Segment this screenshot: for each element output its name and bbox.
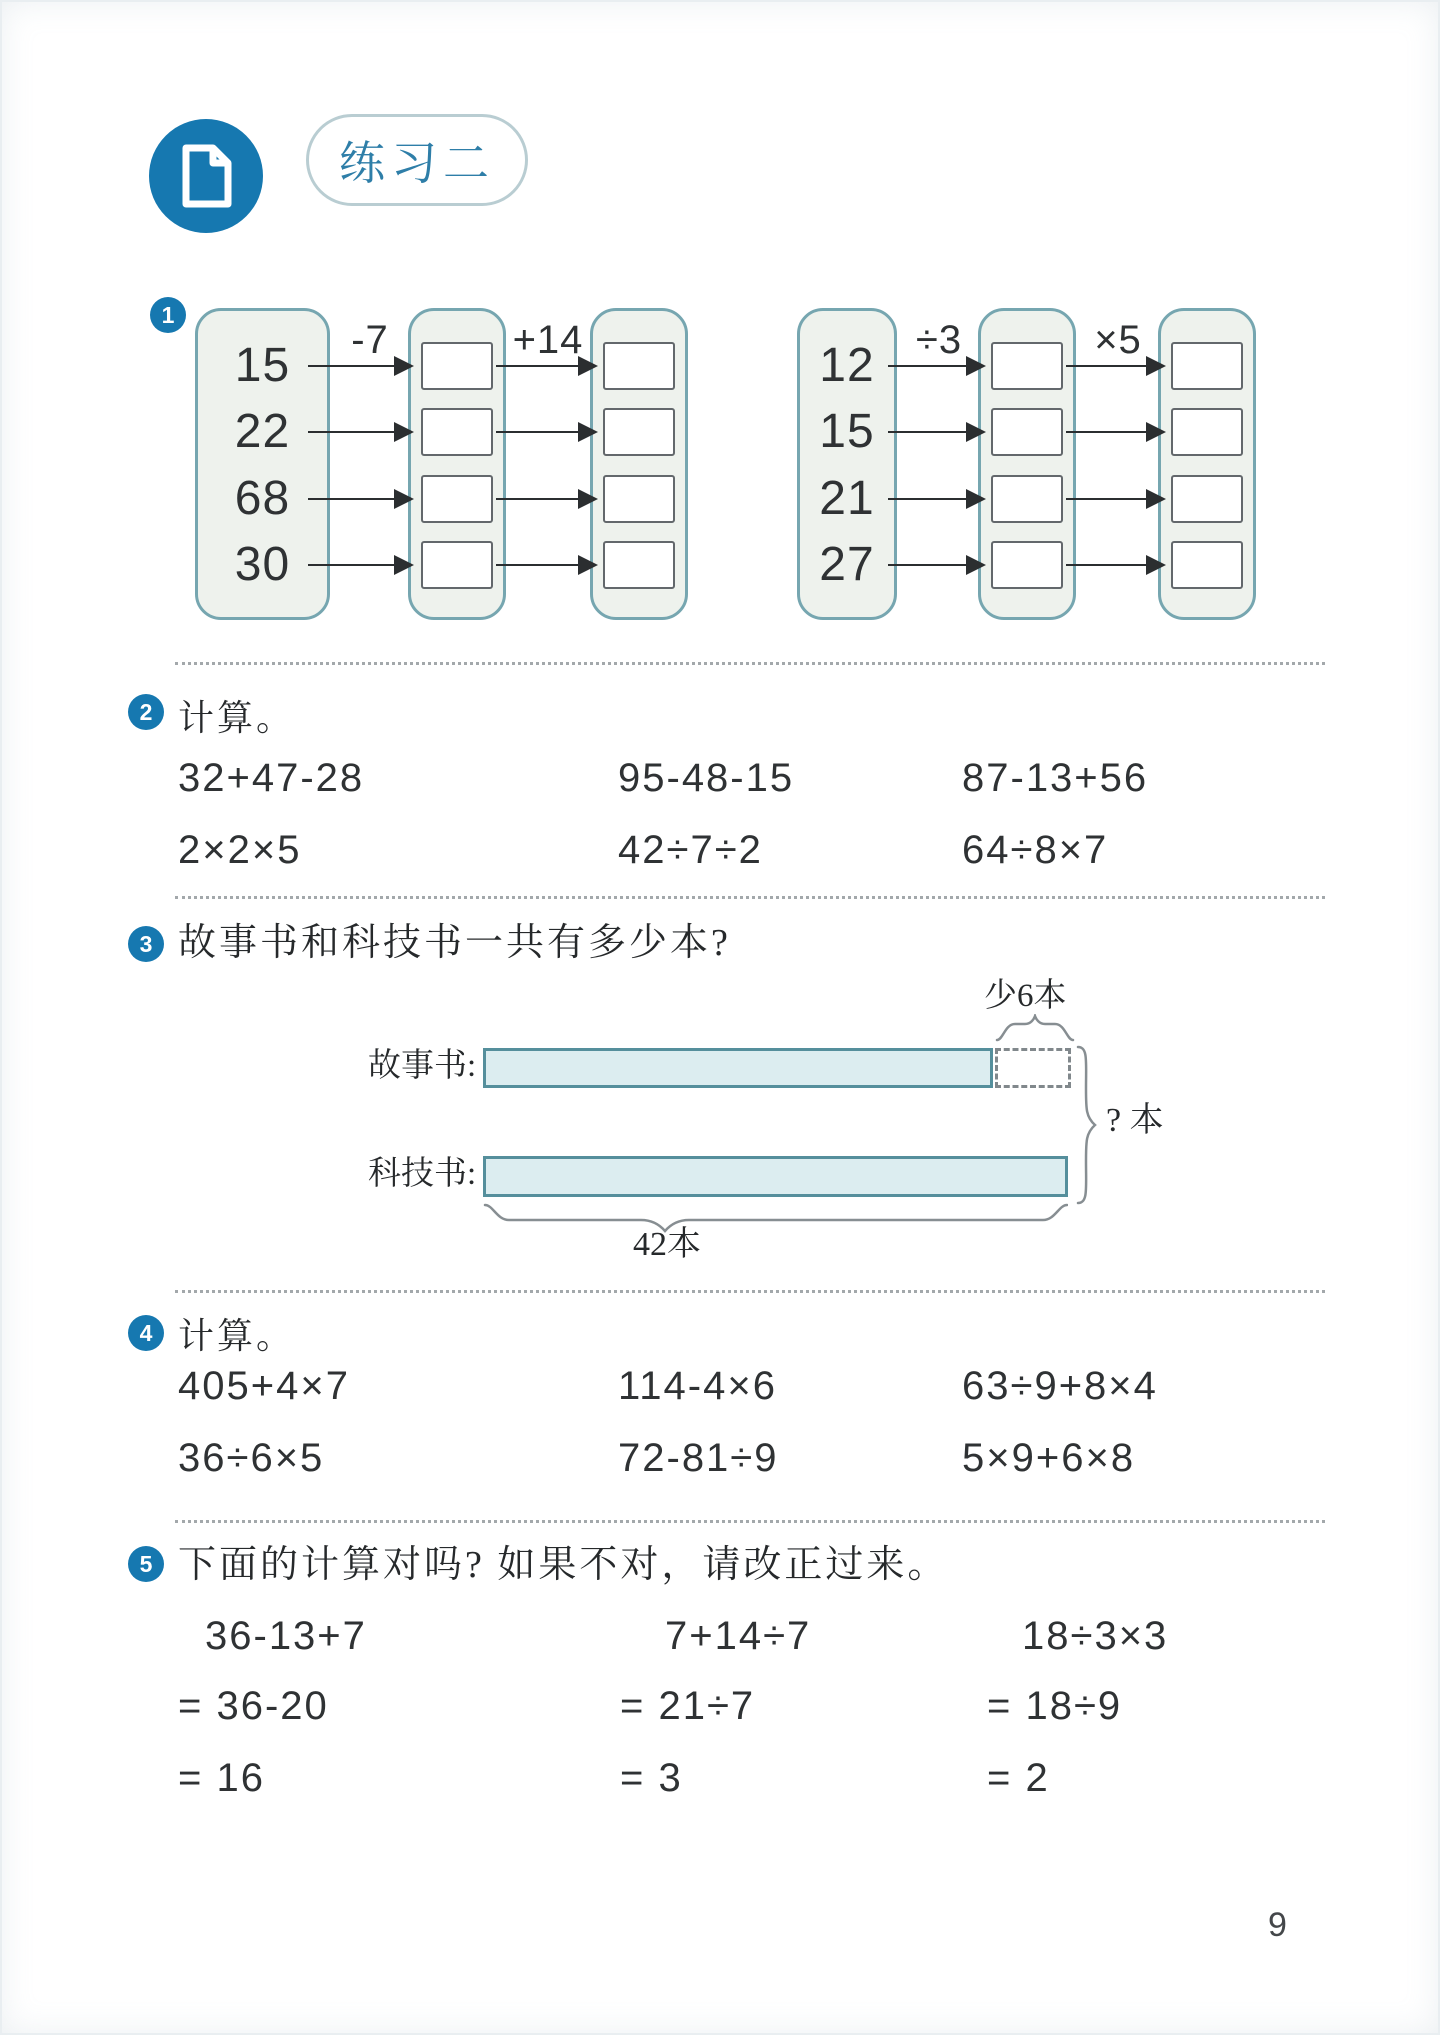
- fewer-books-label: 少6本: [984, 978, 1067, 1014]
- worked-expression: 7+14÷7: [665, 1614, 812, 1658]
- worked-step: = 21÷7: [620, 1684, 756, 1728]
- math-expression: 32+47-28: [178, 756, 365, 800]
- worked-expression: 36-13+7: [205, 1614, 367, 1658]
- exercise-title: 练习二: [339, 138, 495, 189]
- page-number: 9: [1268, 1906, 1287, 1944]
- worked-result: = 3: [620, 1756, 683, 1800]
- question-books-label: ? 本: [1106, 1102, 1164, 1139]
- underbrace: [483, 1203, 1068, 1233]
- science-books-label: 科技书:: [368, 1156, 477, 1192]
- exercise-title-pill: [306, 114, 528, 206]
- overbrace: [995, 1014, 1075, 1042]
- exercise2-badge: 2: [128, 694, 164, 730]
- worked-step: = 36-20: [178, 1684, 329, 1728]
- math-expression: 64÷8×7: [962, 828, 1109, 872]
- dotted-divider: [175, 1290, 1325, 1293]
- exercise5-badge: 5: [128, 1546, 164, 1582]
- dotted-divider: [175, 662, 1325, 665]
- math-expression: 114-4×6: [618, 1364, 777, 1408]
- math-expression: 63÷9+8×4: [962, 1364, 1158, 1408]
- exercise5-title: 下面的计算对吗? 如果不对，请改正过来。: [178, 1544, 949, 1586]
- exercise1-badge: 1: [150, 297, 186, 333]
- math-expression: 36÷6×5: [178, 1436, 325, 1480]
- math-expression: 5×9+6×8: [962, 1436, 1136, 1480]
- total-books-label: 42本: [633, 1226, 701, 1263]
- flow-operation-label: ×5: [1094, 318, 1142, 362]
- exercise3-badge: 3: [128, 926, 164, 962]
- worked-result: = 2: [987, 1756, 1050, 1800]
- exercise4-title: 计算。: [178, 1316, 296, 1356]
- dotted-divider: [175, 1520, 1325, 1523]
- math-expression: 72-81÷9: [618, 1436, 779, 1480]
- math-expression: 95-48-15: [618, 756, 795, 800]
- math-expression: 87-13+56: [962, 756, 1149, 800]
- flow-number: 68: [234, 472, 291, 525]
- document-icon: [148, 118, 264, 234]
- flow-operation-label: +14: [512, 318, 584, 362]
- flow-operation-label: ÷3: [915, 318, 963, 362]
- missing-books-dashed-box: [995, 1048, 1071, 1088]
- worked-expression: 18÷3×3: [1022, 1614, 1169, 1658]
- flow-number: 12: [819, 339, 875, 392]
- flow-operation-label: -7: [351, 318, 389, 362]
- math-expression: 405+4×7: [178, 1364, 350, 1408]
- math-expression: 2×2×5: [178, 828, 302, 872]
- flow-arrows: [0, 300, 1440, 620]
- flow-number: 21: [819, 472, 875, 525]
- exercise4-badge: 4: [128, 1315, 164, 1351]
- exercise2-title: 计算。: [178, 698, 296, 738]
- math-expression: 42÷7÷2: [618, 828, 763, 872]
- dotted-divider: [175, 896, 1325, 899]
- story-books-label: 故事书:: [368, 1048, 477, 1084]
- exercise3-title: 故事书和科技书一共有多少本?: [178, 922, 731, 964]
- story-books-bar: [483, 1048, 993, 1088]
- science-books-bar: [483, 1156, 1068, 1197]
- total-brace: [1075, 1045, 1101, 1205]
- worked-step: = 18÷9: [987, 1684, 1123, 1728]
- flow-number: 15: [819, 405, 875, 458]
- flow-number: 15: [234, 339, 291, 392]
- flow-number: 22: [234, 405, 291, 458]
- flow-number: 27: [819, 538, 875, 591]
- flow-number: 30: [234, 538, 291, 591]
- worked-result: = 16: [178, 1756, 265, 1800]
